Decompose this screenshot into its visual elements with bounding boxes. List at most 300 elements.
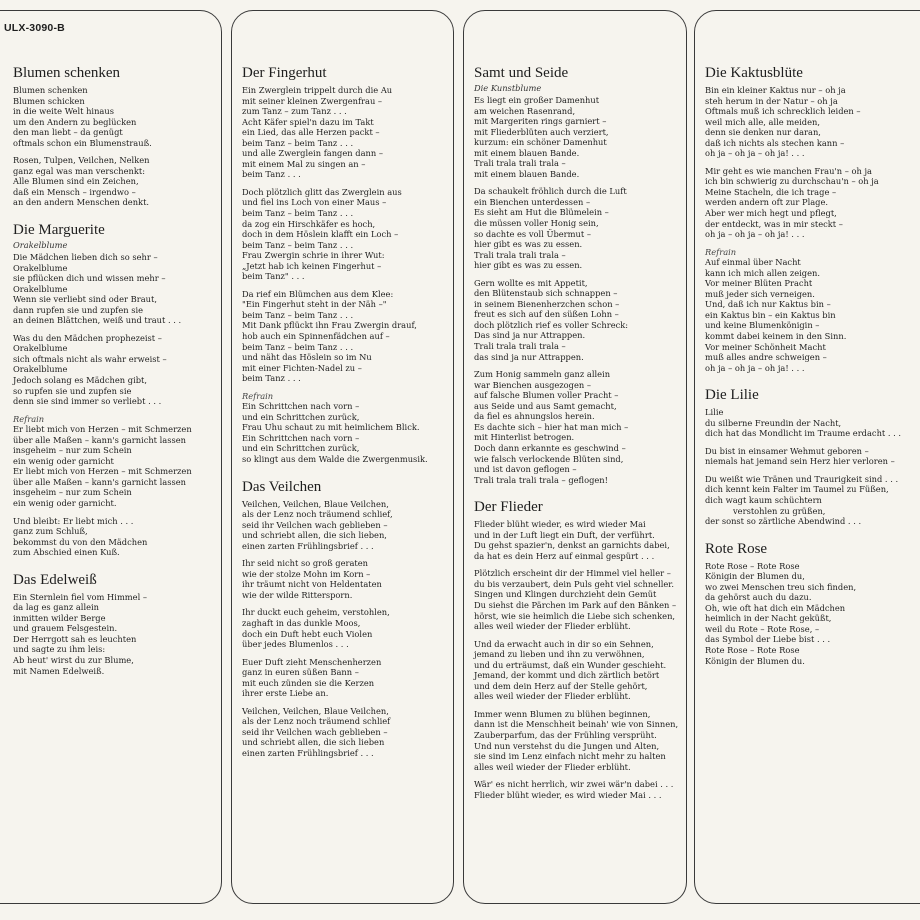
stanza (13, 85, 213, 148)
stanza (13, 155, 213, 208)
lyric-line: den man liebt – da genügt (13, 127, 123, 138)
lyric-line: da lag es ganz allein (13, 602, 100, 613)
stanza (242, 289, 445, 384)
section-gap (705, 666, 920, 680)
lyric-line: Alle Blumen sind ein Zeichen, (13, 176, 139, 187)
lyric-line: um den Andern zu beglücken (13, 116, 137, 127)
lyric-line: wie der stolze Mohn im Korn – (242, 568, 371, 579)
refrain-label: Refrain (705, 246, 737, 257)
lyric-line: sie sind im Lenz einfach nicht mehr zu halten (474, 751, 666, 762)
lyric-line: Orakelblume (13, 262, 68, 273)
lyric-line: so rupfen sie und zupfen sie (13, 385, 132, 396)
lyric-line: an deinen Blättchen, weiß und traut . . . (13, 315, 182, 326)
lyric-line: Trali trala trali trala – (474, 341, 566, 352)
song-section (13, 572, 213, 690)
lyric-line: mit Namen Edelweiß. (13, 665, 105, 676)
stanza (474, 639, 678, 702)
lyric-line: Du gehst spazier'n, denkst an garnichts dabei, (474, 540, 670, 551)
lyric-line: dann rupfen sie und zupfen sie (13, 304, 144, 315)
lyric-line: Ein Schrittchen nach vorn – (242, 432, 360, 443)
lyric-line: Königin der Blumen du, (705, 571, 805, 582)
lyric-line: einen zarten Frühlingsbrief . . . (242, 748, 374, 759)
lyric-line: Blumen schenken (13, 85, 88, 95)
lyric-line: Vor meiner Blüten Pracht (705, 278, 813, 289)
lyric-line: steh herum in der Natur – oh ja (705, 95, 838, 106)
lyric-line: Rote Rose – Rote Rose (705, 560, 800, 571)
stanza-gap (242, 551, 445, 558)
lyric-line: zum Tanz – zum Tanz . . . (242, 106, 347, 117)
stanza (705, 474, 920, 527)
lyric-line: mit einem Mal zu singen an – (242, 158, 366, 169)
lyric-line: beim Tanz – beim Tanz . . . (242, 239, 354, 250)
lyric-line: Bin ein kleiner Kaktus nur – oh ja (705, 85, 846, 95)
stanza-gap (242, 699, 445, 706)
lyric-line: Flieder blüht wieder, es wird wieder Mai . . . (474, 789, 662, 800)
lyric-line: Orakelblume (13, 343, 68, 354)
lyric-line: ich bin schwierig zu durchschau'n – oh ja (705, 176, 879, 187)
section-gap (13, 208, 213, 222)
lyric-line: mit euch zünden sie die Kerzen (242, 677, 375, 688)
lyric-line: dich kennt kein Falter im Taumel zu Füßen, (705, 484, 889, 495)
lyric-line: Meine Stacheln, die ich trage – (705, 186, 837, 197)
lyric-line: weil du Rote – Rote Rose, – (705, 623, 820, 634)
lyric-line: hier gibt es was zu essen. (474, 239, 583, 250)
lyric-line: Veilchen, Veilchen, Blaue Veilchen, (242, 705, 389, 716)
lyric-line: mit einem blauen Bande. (474, 168, 580, 179)
lyric-line: oh ja – oh ja – oh ja! . . . (705, 148, 805, 159)
lyric-line: Ihr duckt euch geheim, verstohlen, (242, 607, 390, 618)
section-gap (705, 373, 920, 387)
lyric-line: beim Tanz – beim Tanz . . . (242, 137, 354, 148)
lyric-line: du bis verzaubert, dein Puls geht viel schneller. (474, 578, 674, 589)
lyric-line: wie falsch verlockende Blüten sind, (474, 453, 624, 464)
lyric-line: als der Lenz noch träumend schlief, (242, 509, 393, 520)
lyric-line: werden andern oft zur Plage. (705, 197, 829, 208)
lyric-line: Orakelblume (13, 283, 68, 294)
stanza-gap (474, 632, 678, 639)
stanza (705, 407, 920, 439)
lyric-line: und grauem Felsgestein. (13, 623, 118, 634)
lyric-line: jemand zu lieben und ihn zu verwöhnen, (474, 649, 645, 660)
lyric-line: doch plötzlich rief es voller Schreck: (474, 319, 629, 330)
lyric-line: kommt dabei keinem in den Sinn. (705, 330, 847, 341)
refrain (705, 257, 920, 373)
lyric-line: oftmals schon ein Blumenstrauß. (13, 137, 152, 148)
lyric-line: Oftmals muß ich schrecklich leiden – (705, 106, 861, 117)
lyric-line: seid ihr Veilchen wach geblieben – (242, 519, 388, 530)
lyric-line: Da rief ein Blümchen aus dem Klee: (242, 288, 394, 299)
lyric-line: auf falsche Blumen voller Pracht – (474, 390, 619, 401)
lyric-line: „Jetzt hab ich keinen Fingerhut – (242, 260, 382, 271)
stanza-gap (705, 467, 920, 474)
lyric-line: niemals hat jemand sein Herz hier verloren – (705, 456, 895, 467)
lyric-line: Aber wer mich hegt und pflegt, (705, 208, 837, 219)
lyric-line: ein Lied, das alle Herzen packt – (242, 127, 380, 138)
lyric-line: Trali trala trali trala – (474, 158, 566, 169)
section-gap (13, 676, 213, 690)
lyric-line: Orakelblume (13, 364, 68, 375)
lyrics-panel-4 (694, 10, 920, 904)
lyric-line: ein Kaktus bin – ein Kaktus bin (705, 309, 836, 320)
lyric-line: Da schaukelt fröhlich durch die Luft (474, 186, 627, 197)
catalog-number: ULX-3090-B (4, 22, 65, 34)
song-section (474, 499, 678, 814)
refrain (13, 424, 213, 508)
stanza-gap (13, 509, 213, 516)
stanza (474, 568, 678, 631)
stanza (242, 706, 445, 759)
lyric-line: dann ist die Menschheit beinah' wie von Sinnen, (474, 719, 679, 730)
lyric-line: Und, daß ich nur Kaktus bin – (705, 299, 831, 310)
stanza-gap (242, 384, 445, 391)
lyric-line: zaghaft in das dunkle Moos, (242, 618, 361, 629)
stanza-gap (474, 271, 678, 278)
lyric-line: insgeheim – nur zum Schein (13, 445, 132, 456)
stanza (242, 558, 445, 600)
lyric-line: Es dachte sich – hier hat man mich – (474, 421, 629, 432)
lyric-line: Jemand, der kommt und dich zärtlich betört (474, 670, 660, 681)
song-section (705, 387, 920, 540)
lyric-line: Die Mädchen lieben dich so sehr – (13, 252, 158, 263)
stanza (13, 333, 213, 407)
lyric-line: Wenn sie verliebt sind oder Braut, (13, 294, 157, 305)
lyric-line: Gern wollte es mit Appetit, (474, 277, 588, 288)
lyric-line: so klingt aus dem Walde die Zwergenmusik. (242, 454, 428, 464)
panel-content (242, 65, 445, 773)
stanza (242, 607, 445, 649)
stanza (242, 657, 445, 699)
lyric-line: ein Bienchen unterdessen – (474, 196, 591, 207)
stanza-gap (474, 179, 678, 186)
section-gap (242, 759, 445, 773)
song-title: Die Kaktusblüte (705, 65, 803, 81)
lyric-line: Es sieht am Hut die Blümelein – (474, 207, 609, 218)
lyric-line: Und da erwacht auch in dir so ein Sehnen, (474, 638, 654, 649)
stanza (474, 186, 678, 270)
stanza (13, 516, 213, 558)
lyric-line: insgeheim – nur zum Schein (13, 487, 132, 498)
lyric-line: Trali trala trali trala – (474, 249, 566, 260)
stanza (705, 561, 920, 666)
lyric-line: Plötzlich erscheint dir der Himmel viel heller – (474, 568, 671, 579)
lyric-line: Du bist in einsamer Wehmut geboren – (705, 445, 869, 456)
lyric-line: da zog ein Hirschkäfer es hoch, (242, 218, 376, 229)
lyric-line: Ab heut' wirst du zur Blume, (13, 655, 134, 666)
stanza (474, 369, 678, 485)
stanza-gap (13, 407, 213, 414)
lyric-line: einen zarten Frühlingsbrief . . . (242, 540, 374, 551)
lyric-line: Ein Sternlein fiel vom Himmel – (13, 591, 148, 602)
lyric-line: inmitten wilder Berge (13, 612, 106, 623)
lyric-line: mit einer Fichten-Nadel zu – (242, 362, 362, 373)
lyric-line: Veilchen, Veilchen, Blaue Veilchen, (242, 498, 389, 509)
song-title: Der Fingerhut (242, 65, 327, 81)
stanza-gap (705, 240, 920, 247)
lyric-line: zum Abschied einen Kuß. (13, 547, 120, 558)
lyric-line: und ist davon geflogen – (474, 464, 577, 475)
lyric-line: am weichen Rasenrand, (474, 105, 576, 116)
lyric-line: sich oftmals nicht als wahr erweist – (13, 353, 167, 364)
lyric-line: alles weil wieder der Flieder erblüht. (474, 621, 631, 632)
lyric-line: oh ja – oh ja – oh ja! . . . (705, 362, 805, 373)
lyric-line: Ihr seid nicht so groß geraten (242, 558, 369, 569)
lyric-line: muß jeder sich verneigen. (705, 288, 815, 299)
lyric-line: Er liebt mich von Herzen – mit Schmerzen (13, 466, 192, 477)
lyric-line: Oh, wie oft hat dich ein Mädchen (705, 602, 846, 613)
lyric-line: ihrer erste Liebe an. (242, 688, 329, 699)
lyric-line: Frau Uhu schaut zu mit heimlichem Blick. (242, 422, 420, 433)
lyric-line: Rote Rose – Rote Rose (705, 645, 800, 656)
lyric-line: da fiel es ahnungslos herein. (474, 411, 595, 422)
lyric-line: und schriebt allen, die sich lieben (242, 737, 385, 748)
lyrics-panel-2 (231, 10, 454, 904)
stanza-gap (705, 439, 920, 446)
panel-content (705, 65, 920, 680)
song-title: Rote Rose (705, 540, 768, 557)
lyric-line: Mir geht es wie manchen Frau'n – oh ja (705, 165, 872, 176)
lyric-line: alles weil wieder der Flieder erblüht. (474, 761, 631, 772)
lyric-line: kann ich mich allen zeigen. (705, 267, 821, 278)
lyric-line: oh ja – oh ja – oh ja! . . . (705, 229, 805, 240)
lyric-line: und alle Zwerglein fangen dann – (242, 148, 383, 159)
stanza-gap (242, 180, 445, 187)
lyric-line: ihr träumt nicht von Heldentaten (242, 579, 382, 590)
stanza-gap (13, 148, 213, 155)
lyric-line: beim Tanz – beim Tanz . . . (242, 208, 354, 219)
lyric-line: Ein Zwerglein trippelt durch die Au (242, 85, 393, 95)
lyric-line: mit Margeriten rings garniert – (474, 116, 607, 127)
lyric-line: denn sie sind immer so verliebt . . . (13, 396, 162, 407)
lyric-line: heimlich in der Nacht geküßt, (705, 613, 832, 624)
lyric-line: bekommst du von den Mädchen (13, 536, 148, 547)
stanza (705, 446, 920, 467)
stanza-gap (705, 159, 920, 166)
lyric-line: verstohlen zu grüßen, (733, 505, 826, 516)
lyric-line: beim Tanz – beim Tanz . . . (242, 341, 354, 352)
lyric-line: Euer Duft zieht Menschenherzen (242, 656, 382, 667)
panel-content (474, 65, 678, 814)
lyric-line: Es liegt ein großer Damenhut (474, 95, 600, 105)
stanza-gap (242, 650, 445, 657)
lyric-line: Du weißt wie Tränen und Traurigkeit sind . . . (705, 473, 899, 484)
lyric-line: in die weite Welt hinaus (13, 106, 114, 117)
lyrics-panel-1 (0, 10, 222, 904)
lyric-line: Rosen, Tulpen, Veilchen, Nelken (13, 155, 150, 166)
lyric-line: Zum Honig sammeln ganz allein (474, 369, 611, 380)
lyric-line: und ein Schrittchen zurück, (242, 443, 360, 454)
stanza (705, 85, 920, 159)
lyric-line: der sonst so zärtliche Abendwind . . . (705, 516, 862, 527)
song-subtitle: Die Kunstblume (474, 83, 542, 93)
lyric-line: mit Fliederblüten auch verziert, (474, 126, 609, 137)
song-title: Das Veilchen (242, 478, 322, 495)
lyric-line: Blumen schicken (13, 95, 85, 106)
lyric-line: und du erträumst, daß ein Wunder geschieht. (474, 659, 667, 670)
song-title: Die Marguerite (13, 222, 105, 239)
lyric-line: der entdeckt, was in mir steckt – (705, 218, 843, 229)
stanza-gap (242, 282, 445, 289)
stanza (242, 187, 445, 282)
lyric-line: du silberne Freundin der Nacht, (705, 417, 842, 428)
lyric-line: mit einem blauen Bande. (474, 147, 580, 158)
lyric-line: Immer wenn Blumen zu blühen beginnen, (474, 708, 651, 719)
lyric-line: Lilie (705, 407, 724, 418)
stanza (705, 166, 920, 240)
lyric-line: daß ein Mensch – irgendwo – (13, 186, 136, 197)
lyric-line: ein wenig oder garnicht (13, 455, 114, 466)
lyric-line: dich hat das Mondlicht im Traume erdacht . . . (705, 428, 902, 439)
lyric-line: "Ein Fingerhut steht in der Näh –" (242, 299, 387, 310)
lyric-line: das sind ja nur Attrappen. (474, 351, 584, 362)
lyric-line: daß ich nichts als stechen kann – (705, 137, 845, 148)
lyric-line: Acht Käfer spiel'n dazu im Takt (242, 116, 374, 127)
song-section (705, 65, 920, 387)
lyric-line: sie pflücken dich und wissen mehr – (13, 273, 166, 284)
lyric-line: Jedoch solang es Mädchen gibt, (13, 375, 148, 386)
lyric-line: Ein Schrittchen nach vorn – (242, 401, 360, 412)
lyric-line: seid ihr Veilchen wach geblieben – (242, 726, 388, 737)
lyric-line: kurzum: ein schöner Damenhut (474, 137, 607, 148)
lyric-line: Du siehst die Pärchen im Park auf den Bänken – (474, 599, 677, 610)
section-gap (242, 465, 445, 479)
stanza-gap (242, 600, 445, 607)
lyric-line: dich wagt kaum schüchtern (705, 495, 822, 505)
lyric-line: ganz in euren süßen Bann – (242, 667, 359, 678)
stanza (13, 252, 213, 326)
lyric-line: mit seiner kleinen Zwergenfrau – (242, 95, 383, 106)
lyric-line: Flieder blüht wieder, es wird wieder Mai (474, 519, 646, 530)
lyric-line: Wär' es nicht herrlich, wir zwei wär'n dabei . . . (474, 779, 674, 790)
song-section (242, 479, 445, 773)
lyric-line: mit Hinterlist betrogen. (474, 432, 575, 443)
lyric-line: und in der Luft liegt ein Duft, der verführt. (474, 529, 655, 540)
section-gap (13, 558, 213, 572)
lyric-line: ganz zum Schluß, (13, 526, 88, 537)
lyric-line: Vor meiner Schönheit Macht (705, 341, 826, 352)
stanza (242, 85, 445, 180)
song-section (242, 65, 445, 479)
lyric-line: aus Seide und aus Samt gemacht, (474, 400, 617, 411)
lyric-line: und näht das Höslein so im Nu (242, 352, 372, 363)
lyric-line: freut es sich auf den süßen Lohn – (474, 309, 619, 320)
lyric-line: weil mich alle, alle meiden, (705, 116, 820, 127)
refrain-label: Refrain (13, 413, 45, 424)
lyric-line: das Symbol der Liebe bist . . . (705, 634, 831, 645)
lyric-line: beim Tanz" . . . (242, 271, 305, 282)
stanza-gap (474, 362, 678, 369)
lyric-line: in seinem Bienenherzchen schon – (474, 298, 620, 309)
stanza-gap (474, 561, 678, 568)
lyric-line: ganz egal was man verschenkt: (13, 165, 146, 176)
lyric-line: über jedes Blumenlos . . . (242, 639, 349, 650)
section-gap (705, 527, 920, 541)
panel-content (13, 65, 213, 690)
lyric-line: Königin der Blumen du. (705, 655, 805, 666)
lyric-line: hörst, wie sie heimlich die Liebe sich schenken, (474, 610, 676, 621)
stanza (474, 709, 678, 772)
lyric-line: Und bleibt: Er liebt mich . . . (13, 515, 134, 526)
stanza (242, 499, 445, 552)
lyric-line: die müssen voller Honig sein, (474, 218, 599, 229)
lyric-line: hob auch ein Spinnenfädchen auf – (242, 331, 390, 342)
lyric-line: Das sind ja nur Attrappen. (474, 330, 586, 341)
lyric-line: und fiel ins Loch von einer Maus – (242, 197, 387, 208)
lyric-line: beim Tanz . . . (242, 169, 301, 180)
stanza-gap (474, 702, 678, 709)
lyric-line: und sagte zu ihm leis: (13, 644, 106, 655)
stanza (474, 519, 678, 561)
lyric-line: und dem dein Herz auf der Stelle gehört, (474, 680, 648, 691)
lyric-line: Trali trala trali trala – geflogen! (474, 474, 608, 485)
lyric-line: muß alles andre schweigen – (705, 352, 827, 363)
lyric-line: Frau Zwergin schrie in ihrer Wut: (242, 250, 385, 261)
lyric-line: Er liebt mich von Herzen – mit Schmerzen (13, 424, 192, 435)
lyric-line: Mit Dank pflückt ihn Frau Zwergin drauf, (242, 320, 417, 331)
lyric-line: ein wenig oder garnicht. (13, 498, 117, 508)
lyric-line: Was du den Mädchen prophezeist – (13, 332, 162, 343)
lyric-line: Doch plötzlich glitt das Zwerglein aus (242, 186, 402, 197)
stanza-gap (474, 772, 678, 779)
stanza (474, 95, 678, 179)
lyric-line: über alle Maßen – kann's garnicht lassen (13, 434, 187, 445)
lyric-line: den Blütenstaub sich schnappen – (474, 288, 618, 299)
refrain-label: Refrain (242, 390, 274, 401)
lyric-line: beim Tanz . . . (242, 373, 301, 384)
lyric-line: doch ein Duft hebt euch Violen (242, 628, 373, 639)
section-gap (474, 800, 678, 814)
song-section (13, 65, 213, 222)
song-title: Das Edelweiß (13, 571, 97, 588)
refrain (242, 401, 445, 464)
lyric-line: denn sie denken nur daran, (705, 127, 821, 138)
song-title: Die Lilie (705, 387, 759, 404)
lyric-line: war Bienchen ausgezogen – (474, 379, 592, 390)
song-title: Samt und Seide (474, 65, 569, 81)
stanza (474, 779, 678, 800)
lyric-line: da gehörst auch du dazu. (705, 592, 812, 603)
lyric-line: an den andern Menschen denkt. (13, 197, 150, 208)
section-gap (474, 485, 678, 499)
stanza (13, 592, 213, 676)
lyric-line: wo zwei Menschen treu sich finden, (705, 581, 857, 592)
lyric-line: doch in dem Höslein klafft ein Loch – (242, 229, 399, 240)
lyrics-panel-3 (463, 10, 687, 904)
lyric-line: wie der wilde Rittersporn. (242, 589, 353, 600)
stanza (474, 278, 678, 362)
lyric-line: hier gibt es was zu essen. (474, 260, 583, 271)
lyric-line: beim Tanz – beim Tanz . . . (242, 309, 354, 320)
lyric-line: Der Herrgott sah es leuchten (13, 633, 137, 644)
song-title: Blumen schenken (13, 65, 121, 81)
stanza-gap (13, 326, 213, 333)
song-title: Der Flieder (474, 499, 543, 516)
lyric-line: und ein Schrittchen zurück, (242, 411, 360, 422)
lyric-line: Doch dann erkannte es geschwind – (474, 442, 626, 453)
lyric-line: Zauberparfum, das der Frühling versprüht. (474, 729, 657, 740)
lyric-line: über alle Maßen – kann's garnicht lassen (13, 476, 187, 487)
lyric-line: so dachte es voll Übermut – (474, 228, 591, 239)
song-section (705, 541, 920, 680)
lyric-line: da hat es dein Herz auf einmal gespürt . . . (474, 550, 655, 561)
lyric-line: Und nun verstehst du die Jungen und Alten, (474, 740, 660, 751)
lyric-line: Singen und Klingen durchzieht dein Gemüt (474, 589, 657, 600)
lyric-line: als der Lenz noch träumend schlief (242, 716, 391, 727)
lyric-line: und keine Blumenkönigin – (705, 320, 820, 331)
lyric-line: Auf einmal über Nacht (705, 257, 801, 268)
song-section (474, 65, 678, 499)
song-subtitle: Orakelblume (13, 240, 68, 251)
song-section (13, 222, 213, 572)
